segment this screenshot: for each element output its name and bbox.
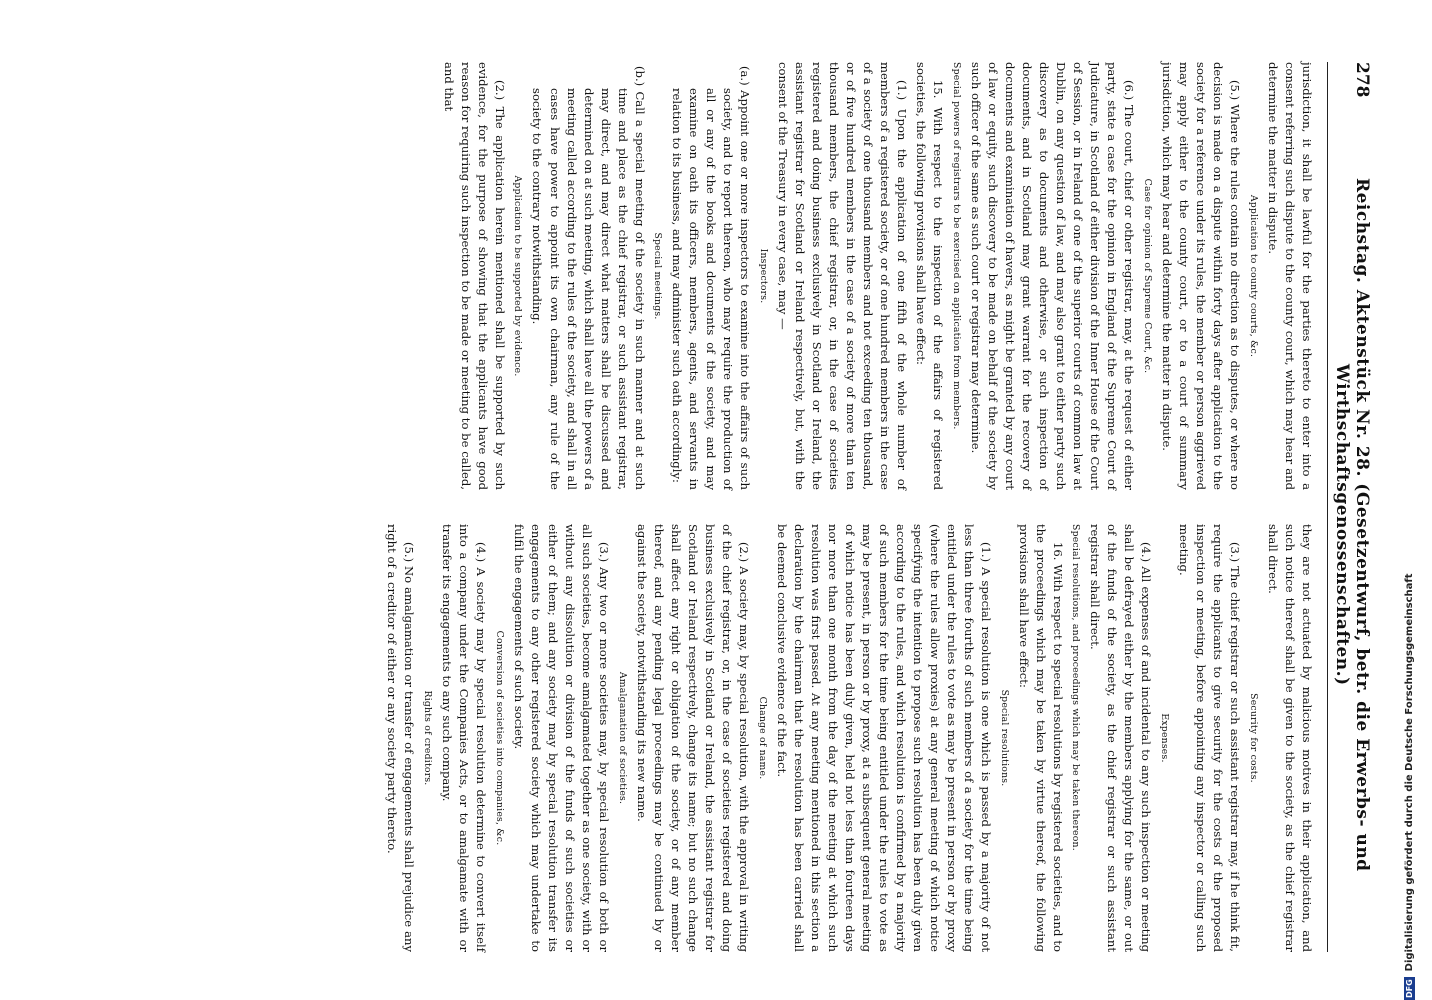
margin-heading: Change of name. (756, 696, 768, 780)
paragraph: (2.) A society may, by special resolution, with the approval in writing of the chief registrar, or, in the case of societies registered and doing business exclusively in Scotland or Ireland, the assistant registrar for Scotland or Ireland respectively, change its name; but no such change shall affect any right or obligation of the society, or of any member thereof, and any pending legal proceedings may be continued by or against the society, notwithstanding its new name. (634, 524, 751, 952)
margin-heading: Amalgamation of societies. (616, 671, 628, 805)
credit-text: Digitalisierung gefördert durch die Deutsche Forschungsgemeinschaft (1404, 573, 1415, 972)
left-column (381, 62, 1315, 490)
margin-heading: Expenses. (1159, 713, 1171, 763)
margin-heading: Conversion of societies into companies, &c. (493, 630, 505, 846)
paragraph: (3.) Any two or more societies may, by special resolution of both or all such societies, become amalgamated together as one society, with or without any dissolution or division of the funds of such societies or either of them; and any society may by special resolution transfer its engagements to any other registered society which may undertake to fulfil the engagements of such society. (511, 524, 611, 952)
margin-heading: Security for costs. (1247, 693, 1259, 783)
paragraph: (6.) The court, chief or other registrar, may, at the request of either party, state a case for the opinion in England of the Supreme Court of Judicature, in Scotland of either division of the Inner House of the Court of Session, or in Ireland of one of the superior courts of common law at Dublin, on any question of law, and may also grant to either party such discovery as to documents and otherwise, or such inspection of documents, and in Scotland may grant warrant for the recovery of documents and examination of havers, as might be granted by any court of law or equity, such discovery to be made on behalf of the society by such officer of the same as such court or registrar may determine. (969, 62, 1137, 490)
subparagraph: (a.) Appoint one or more inspectors to examine into the affairs of such society, and to report thereon, who may require the production of all or any of the books and documents of the society, and may examine on oath its officers, members, agents, and servants in relation to its business, and may administer such oath accordingly: (670, 66, 753, 490)
margin-heading: Special resolutions, and proceedings which may be taken thereon. (1070, 524, 1082, 851)
margin-heading: Case for opinion of Supreme Court, &c. (1142, 178, 1154, 374)
dfg-logo: DFG (1405, 979, 1414, 998)
paragraph: (1.) Upon the application of one fifth of the whole number of members of a registered society, or of one hundred members in the case of a society of one thousand members and not exceeding ten thousand, or of five hundred members in the case of a society of more than ten thousand members, the chief registrar, or, in the case of societies registered and doing business exclusively in Scotland or Ireland, the assistant registrar for Scotland or Ireland respectively, but, with the consent of the Treasury in every case, may — (776, 62, 910, 490)
paragraph: (1.) A special resolution is one which is passed by a majority of not less than three fourths of such members of a society for the time being entitled under the rules to vote as may be present in person or by proxy (where the rules allow proxies) at any general meeting of which notice specifying the intention to propose such resolution has been duly given according to the rules, and which resolution is confirmed by a majority of such members for the time being entitled under the rules to vote as may be present, in person or by proxy, at a subsequent general meeting of which notice has been duly given, held not less than fourteen days nor more than one month from the day of the meeting at which such resolution was first passed. At any meeting mentioned in this section a declaration by the chairman that the resolution has been carried shall be deemed conclusive evidence of the fact. (774, 524, 993, 952)
paragraph: (5.) Where the rules contain no direction as to disputes, or where no decision is made on a dispute within forty days after application to the society for a reference under its rules, the member or person aggrieved may apply either to the county court, or to a court of summary jurisdiction, which may hear and determine the matter in dispute. (1160, 62, 1243, 490)
right-column (381, 524, 1315, 952)
section-paragraph: 15. With respect to the inspection of the affairs of registered societies, the following provisions shall have effect: (914, 62, 946, 490)
paragraph: (2.) The application herein mentioned shall be supported by such evidence, for the purpose of showing that the applicants have good reason for requiring such inspection to be made or meeting to be called, and that (441, 62, 507, 490)
page-header (1327, 62, 1372, 952)
paragraph: they are not actuated by malicious motives in their application, and such notice thereof shall be given to the society, as the chief registrar shall direct. (1265, 524, 1314, 952)
paragraph: (4.) A society may by special resolution determine to convert itself into a company under the Companies Acts, or to amalgamate with or transfer its engagements to any such company. (440, 524, 489, 952)
paragraph: (3.) The chief registrar or such assistant registrar may, if he think fit, require the applicants to give security for the costs of the proposed inspection or meeting, before appointing any inspector or calling such meeting. (1177, 524, 1243, 952)
margin-heading: Special meetings. (652, 232, 664, 320)
subparagraph: (b.) Call a special meeting of the society in such manner and at such time and place as the chief registrar, or such assistant registrar, may direct, and may direct what matters shall be discussed and determined on at such meeting, which shall have all the powers of a meeting called according to the rules of the society, and shall in all cases have power to appoint its own chairman, any rule of the society to the contrary notwithstanding. (530, 66, 647, 490)
margin-heading: Special resolutions. (998, 689, 1010, 787)
margin-heading: Application to be supported by evidence. (512, 175, 524, 377)
margin-heading: Rights of creditors. (422, 690, 434, 786)
paragraph: (4.) All expenses of and incidental to any such inspection or meeting shall be defrayed either by the members applying for the same, or out of the funds of the society, as the chief registrar or such assistant registrar shall direct. (1088, 524, 1154, 952)
page-title: Reichstag. Aktenstück Nr. 28. (Gesetzentwurf, betr. die Erwerbs- und Wirthschaftsgenossenschaften.) (1332, 177, 1372, 872)
section-paragraph: 16. With respect to special resolutions by registered societies, and to the proceedings which may be taken by virtue thereof, the following provisions shall have effect: (1016, 524, 1065, 952)
margin-heading: Application to county courts, &c. (1247, 194, 1259, 358)
paragraph: jurisdiction, it shall be lawful for the parties thereto to enter into a consent referring such dispute to the county court, which may hear and determine the matter in dispute. (1265, 62, 1314, 490)
page-number: 278 (1352, 62, 1372, 98)
paragraph: (5.) No amalgamation or transfer of engagements shall prejudice any right of a creditor of either or any society party thereto. (385, 524, 417, 952)
digitization-credit (1404, 573, 1415, 1000)
margin-heading: Inspectors. (758, 248, 770, 304)
margin-heading: Special powers of registrars to be exercised on application from members. (951, 62, 963, 430)
